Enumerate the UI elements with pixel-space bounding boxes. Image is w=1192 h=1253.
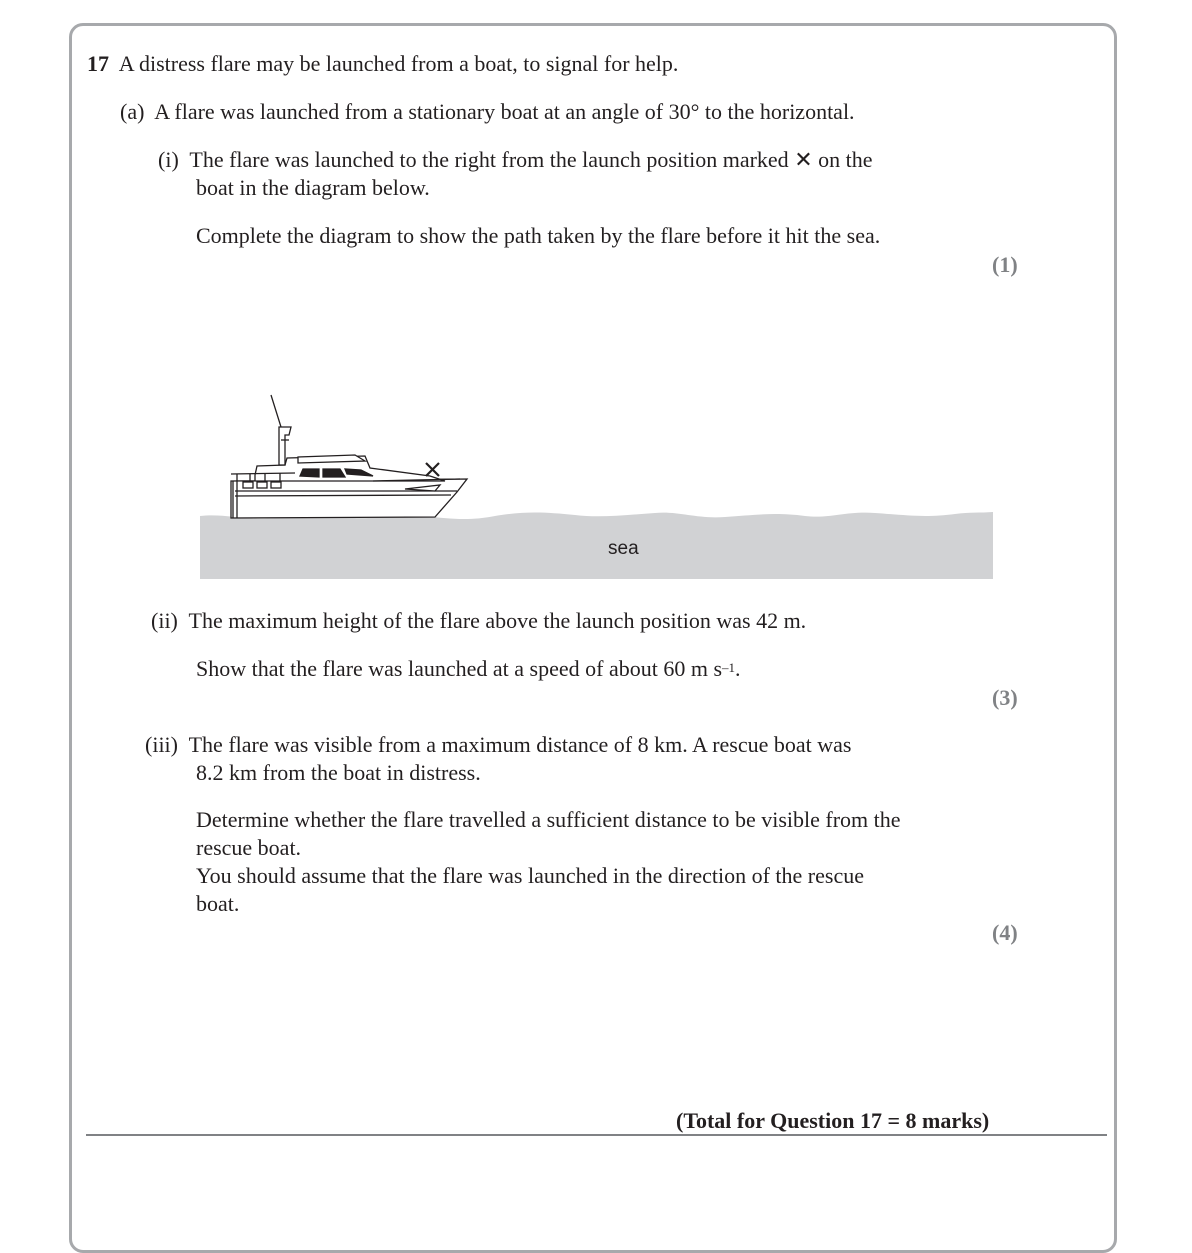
- question-frame: [69, 23, 1117, 1253]
- unit-exponent: –1: [722, 660, 736, 675]
- part-iii-text: The flare was visible from a maximum distance of 8 km. A rescue boat was: [188, 732, 852, 757]
- part-iii-line3: Determine whether the flare travelled a sufficient distance to be visible from the: [196, 807, 901, 832]
- part-i-line2: boat in the diagram below.: [196, 175, 430, 200]
- part-iii-marks: (4): [992, 920, 1018, 945]
- part-ii-line1: [151, 607, 806, 635]
- part-iii-line6: boat.: [196, 891, 240, 916]
- part-ii-text: The maximum height of the flare above the launch position was 42 m.: [188, 608, 807, 633]
- part-i-instruction: Complete the diagram to show the path taken by the flare before it hit the sea.: [196, 223, 881, 248]
- boat-sea-diagram[interactable]: [195, 385, 995, 585]
- part-iii-line2: 8.2 km from the boat in distress.: [196, 760, 481, 785]
- question-line: [87, 50, 678, 78]
- question-number: 17: [87, 51, 109, 76]
- cross-marker-icon: ✕: [794, 148, 813, 173]
- boat: [231, 395, 467, 518]
- part-iii-label: (iii): [145, 732, 178, 757]
- part-iii-line1: [145, 731, 851, 759]
- part-iii-line4: rescue boat.: [196, 835, 302, 860]
- total-marks: (Total for Question 17 = 8 marks): [676, 1108, 990, 1133]
- part-ii-marks: (3): [992, 685, 1018, 710]
- launch-position-marker: [426, 463, 439, 476]
- part-ii-label: (ii): [151, 608, 178, 633]
- part-ii-show-text: Show that the flare was launched at a speed of about 60 m s: [196, 656, 723, 681]
- part-iii-line5: You should assume that the flare was launched in the direction of the rescue: [196, 863, 864, 888]
- part-ii-period: .: [735, 656, 741, 681]
- part-a-line: [120, 98, 855, 126]
- part-i-label: (i): [158, 147, 179, 172]
- part-a-text: A flare was launched from a stationary boat at an angle of 30° to the horizontal.: [154, 99, 855, 124]
- part-i-line1: [158, 146, 873, 175]
- divider-rule: [86, 1134, 1107, 1136]
- part-i-text-after-marker: on the: [818, 147, 873, 172]
- part-a-label: (a): [120, 99, 145, 124]
- part-i-marks: (1): [992, 252, 1018, 277]
- part-i-text-before-marker: The flare was launched to the right from the launch position marked: [189, 147, 789, 172]
- question-intro: A distress flare may be launched from a boat, to signal for help.: [118, 51, 679, 76]
- sea-label: sea: [608, 538, 639, 559]
- part-ii-line2: [196, 655, 741, 683]
- sea-area: [200, 512, 993, 579]
